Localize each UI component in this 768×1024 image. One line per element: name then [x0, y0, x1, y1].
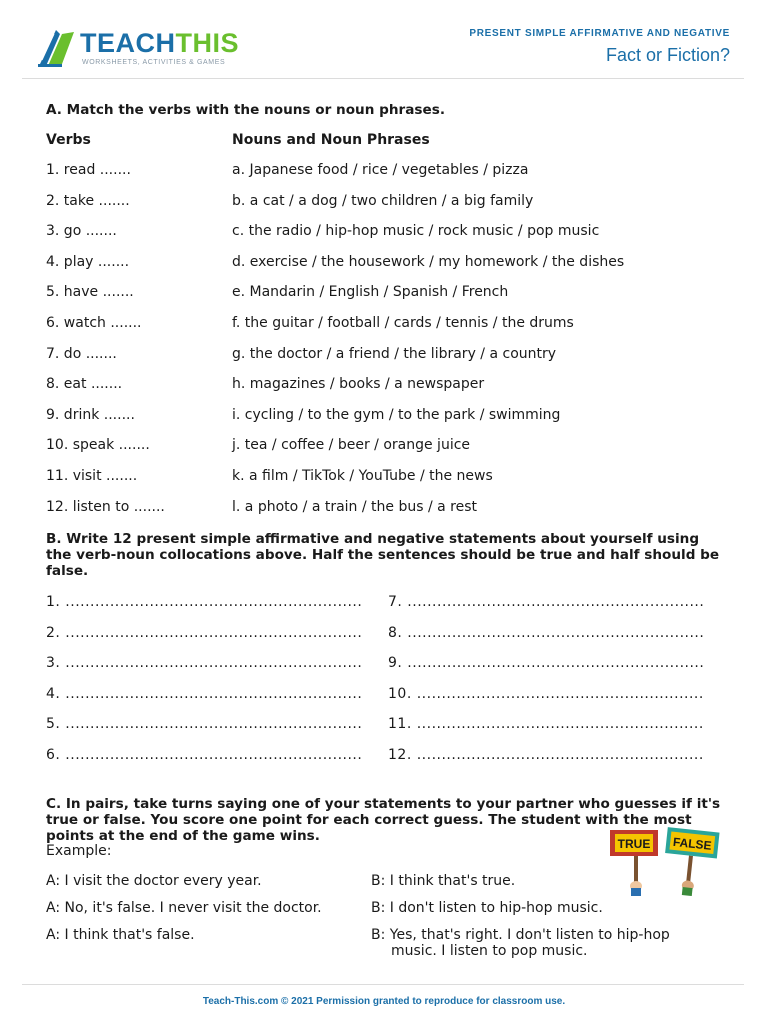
logo-accent: THIS: [175, 28, 240, 58]
verb-item: 6. watch .......: [46, 315, 142, 331]
answer-line[interactable]: 7. ............................................................: [388, 594, 705, 610]
worksheet-title: Fact or Fiction?: [605, 45, 730, 65]
teach-this-logo: [36, 24, 240, 72]
match-row: [46, 315, 726, 335]
answer-line[interactable]: 12. ..........................................................: [388, 747, 704, 763]
verb-item: 8. eat .......: [46, 376, 123, 393]
verb-item: 4. play .......: [46, 253, 130, 270]
answer-line[interactable]: 5. ............................................................: [46, 716, 363, 733]
verb-item: 7. do .......: [46, 345, 117, 362]
footer-divider: [22, 984, 744, 985]
noun-phrase-item: e. Mandarin / English / Spanish / French: [232, 284, 509, 301]
dialogue-line-b: music. I listen to pop music.: [391, 943, 588, 959]
verb-item: 2. take .......: [46, 192, 130, 209]
answer-line[interactable]: 9. ............................................................: [388, 655, 705, 672]
noun-phrase-item: j. tea / coffee / beer / orange juice: [232, 437, 471, 454]
noun-phrase-item: b. a cat / a dog / two children / a big family: [232, 192, 534, 209]
match-row: [46, 162, 726, 182]
answer-line[interactable]: 11. ..........................................................: [388, 716, 704, 733]
noun-phrase-item: i. cycling / to the gym / to the park / swimming: [232, 406, 561, 423]
noun-phrase-item: f. the guitar / football / cards / tennis / the drums: [232, 315, 574, 331]
noun-phrase-item: g. the doctor / a friend / the library / a country: [232, 345, 557, 362]
answer-line[interactable]: 10. ..........................................................: [388, 685, 704, 702]
match-row: [46, 346, 726, 366]
dialogue-line-b: B: I think that's true.: [371, 873, 516, 889]
match-row: [46, 376, 726, 396]
noun-phrase-item: l. a photo / a train / the bus / a rest: [232, 498, 478, 515]
match-row: [46, 407, 726, 427]
match-row: [46, 499, 726, 519]
match-row: [46, 284, 726, 304]
logo-main: TEACH: [80, 28, 176, 58]
section-a: [46, 100, 726, 530]
answer-line[interactable]: 8. ............................................................: [388, 624, 705, 641]
match-row: [46, 223, 726, 243]
section-c-heading: C. In pairs, take turns saying one of your statements to your partner who guesses if it's true or false. You score one point for each correct guess. The student with the most points at the end of the game wins.: [46, 796, 721, 844]
verb-item: 11. visit .......: [46, 468, 138, 484]
page-header: [0, 0, 768, 80]
answer-line[interactable]: 1. ............................................................: [46, 594, 363, 610]
dialogue-line-a: A: I visit the doctor every year.: [46, 873, 262, 889]
answer-line[interactable]: 4. ............................................................: [46, 685, 363, 702]
true-sign: [610, 830, 658, 896]
copyright-footer: Teach-This.com © 2021 Permission granted to reproduce for classroom use.: [202, 996, 566, 1007]
verb-item: 1. read .......: [46, 162, 131, 178]
nouns-column-header: Nouns and Noun Phrases: [232, 132, 430, 148]
answer-line[interactable]: 2. ............................................................: [46, 624, 363, 641]
verb-item: 10. speak .......: [46, 437, 150, 454]
dialogue-line-a: A: No, it's false. I never visit the doctor.: [46, 900, 322, 916]
noun-phrase-item: c. the radio / hip-hop music / rock music / pop music: [232, 223, 600, 240]
dialogue-line-b: B: I don't listen to hip-hop music.: [371, 900, 603, 916]
verb-item: 9. drink .......: [46, 406, 135, 423]
verb-item: 5. have .......: [46, 284, 134, 301]
noun-phrase-item: a. Japanese food / rice / vegetables / pizza: [232, 162, 529, 178]
worksheet-subtitle: PRESENT SIMPLE AFFIRMATIVE AND NEGATIVE: [469, 28, 730, 39]
answer-line[interactable]: 3. ............................................................: [46, 655, 363, 672]
logo-tagline: WORKSHEETS, ACTIVITIES & GAMES: [82, 59, 226, 66]
match-row: [46, 468, 726, 488]
true-sign-label: TRUE: [617, 837, 651, 851]
verb-item: 12. listen to .......: [46, 498, 165, 515]
match-row: [46, 437, 726, 457]
verb-item: 3. go .......: [46, 223, 117, 240]
section-a-heading: A. Match the verbs with the nouns or noun phrases.: [46, 102, 445, 118]
noun-phrase-item: d. exercise / the housework / my homework / the dishes: [232, 253, 625, 270]
noun-phrase-item: k. a film / TikTok / YouTube / the news: [232, 468, 493, 484]
book-icon: [36, 24, 78, 68]
dialogue-line-a: A: I think that's false.: [46, 927, 195, 943]
dialogue-line-b: B: Yes, that's right. I don't listen to hip-hop: [371, 927, 670, 943]
true-false-signs-illustration: [606, 826, 726, 896]
section-b-heading: B. Write 12 present simple affirmative and negative statements about yourself using the verb-noun collocations above. Half the sentences should be true and half should be false.: [46, 531, 720, 579]
verbs-column-header: Verbs: [46, 132, 91, 148]
false-sign: [661, 827, 720, 896]
match-row: [46, 193, 726, 213]
noun-phrase-item: h. magazines / books / a newspaper: [232, 376, 485, 393]
header-divider: [22, 78, 744, 79]
answer-line[interactable]: 6. ............................................................: [46, 747, 363, 763]
example-label: Example:: [46, 843, 112, 859]
match-row: [46, 254, 726, 274]
false-sign-label: FALSE: [672, 834, 713, 853]
